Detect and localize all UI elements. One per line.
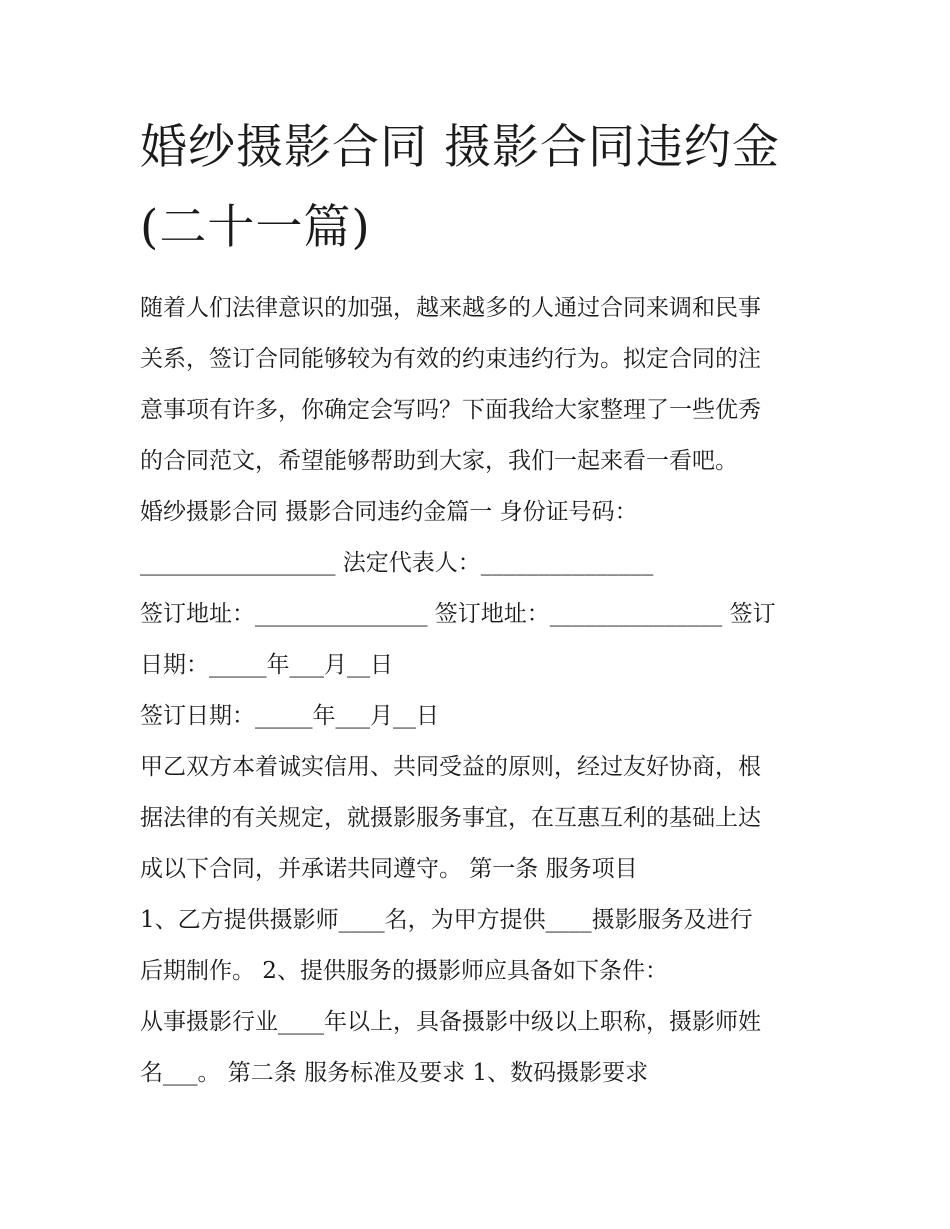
body-line: 据法律的有关规定，就摄影服务事宜，在互惠互利的基础上达 xyxy=(140,805,761,831)
document-page xyxy=(140,108,820,1099)
form-field-line: 签订地址：_______________ 签订地址：_______________ 签订 xyxy=(140,601,776,627)
body-line: 从事摄影行业____年以上，具备摄影中级以上职称，摄影师姓 xyxy=(140,1009,761,1035)
body-line: 关系，签订合同能够较为有效的约束违约行为。拟定合同的注 xyxy=(140,346,761,372)
body-line: 成以下合同，并承诺共同遵守。 第一条 服务项目 xyxy=(140,856,638,882)
body-line: 甲乙双方本着诚实信用、共同受益的原则，经过友好协商，根 xyxy=(140,754,761,780)
form-field-line: 日期：_____年___月__日 xyxy=(140,652,393,678)
form-field-line: _________________ 法定代表人：_______________ xyxy=(140,550,654,576)
section-heading-line: 婚纱摄影合同 摄影合同违约金篇一 身份证号码： xyxy=(140,499,638,525)
body-line: 随着人们法律意识的加强，越来越多的人通过合同来调和民事 xyxy=(140,295,761,321)
document-body xyxy=(140,283,820,1099)
title-line-1: 婚纱摄影合同 摄影合同违约金 xyxy=(140,120,780,175)
body-line: 1、乙方提供摄影师____名，为甲方提供____摄影服务及进行 xyxy=(140,907,753,933)
document-title xyxy=(140,108,820,268)
body-line: 意事项有许多，你确定会写吗？下面我给大家整理了一些优秀 xyxy=(140,397,761,423)
body-line: 后期制作。 2、提供服务的摄影师应具备如下条件： xyxy=(140,958,668,984)
form-field-line: 签订日期：_____年___月__日 xyxy=(140,703,439,729)
body-line: 名___。 第二条 服务标准及要求 1、数码摄影要求 xyxy=(140,1060,649,1086)
body-line: 的合同范文，希望能够帮助到大家，我们一起来看一看吧。 xyxy=(140,448,738,474)
title-line-2: (二十一篇) xyxy=(140,200,371,255)
